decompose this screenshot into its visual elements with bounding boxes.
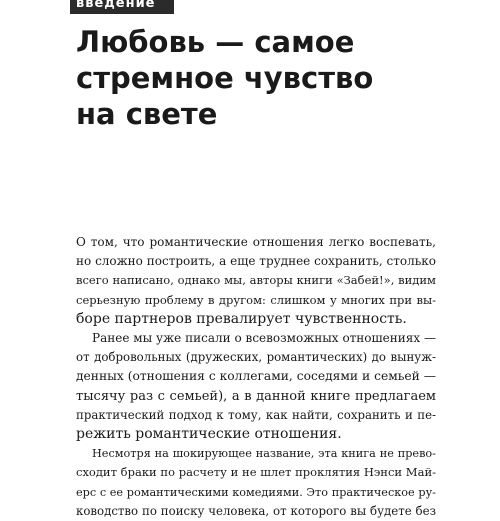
text-line: но сложно построить, а еще труднее сохранить, столько [76,254,436,269]
text-line: ководство по поиску человека, от которого вы будете без [76,503,436,518]
paragraph-1 [76,233,436,329]
text-line: О том, что романтические отношения легко воспевать, [76,235,436,249]
text-line: тысячу раз с семьей), а в данной книге предлагаем [76,388,436,404]
paragraph-2 [76,329,436,444]
body-text [76,233,436,521]
chapter-title [76,24,476,132]
title-line: стремное чувство [76,61,374,95]
title-line: Любовь — самое [76,25,355,59]
text-line: денных (отношения с коллегами, соседями и семьей — [76,369,436,384]
text-line: ерс с ее романтическими комедиями. Это практическое ру- [76,485,436,499]
text-line: всего написано, однако мы, авторы книги «Забей!», видим [76,273,436,288]
text-line: режить романтические отношения. [76,426,342,443]
text-line: сходит браки по расчету и не шлет проклятия Нэнси Май- [76,465,436,480]
text-line: Ранее мы уже писали о всевозможных отношениях — [92,331,436,346]
paragraph-3 [76,444,436,521]
text-line: Несмотря на шокирующее название, эта книга не прево- [92,447,436,461]
title-line: на свете [76,97,218,131]
text-line: от добровольных (дружеских, романтических) до вынуж- [76,350,436,365]
text-line: серьезную проблему в другом: слишком у многих при вы- [76,292,436,307]
text-line: боре партнеров превалирует чувственность. [76,310,407,327]
text-line: практический подход к тому, как найти, сохранить и пе- [76,407,436,422]
section-label: введение [70,0,174,14]
